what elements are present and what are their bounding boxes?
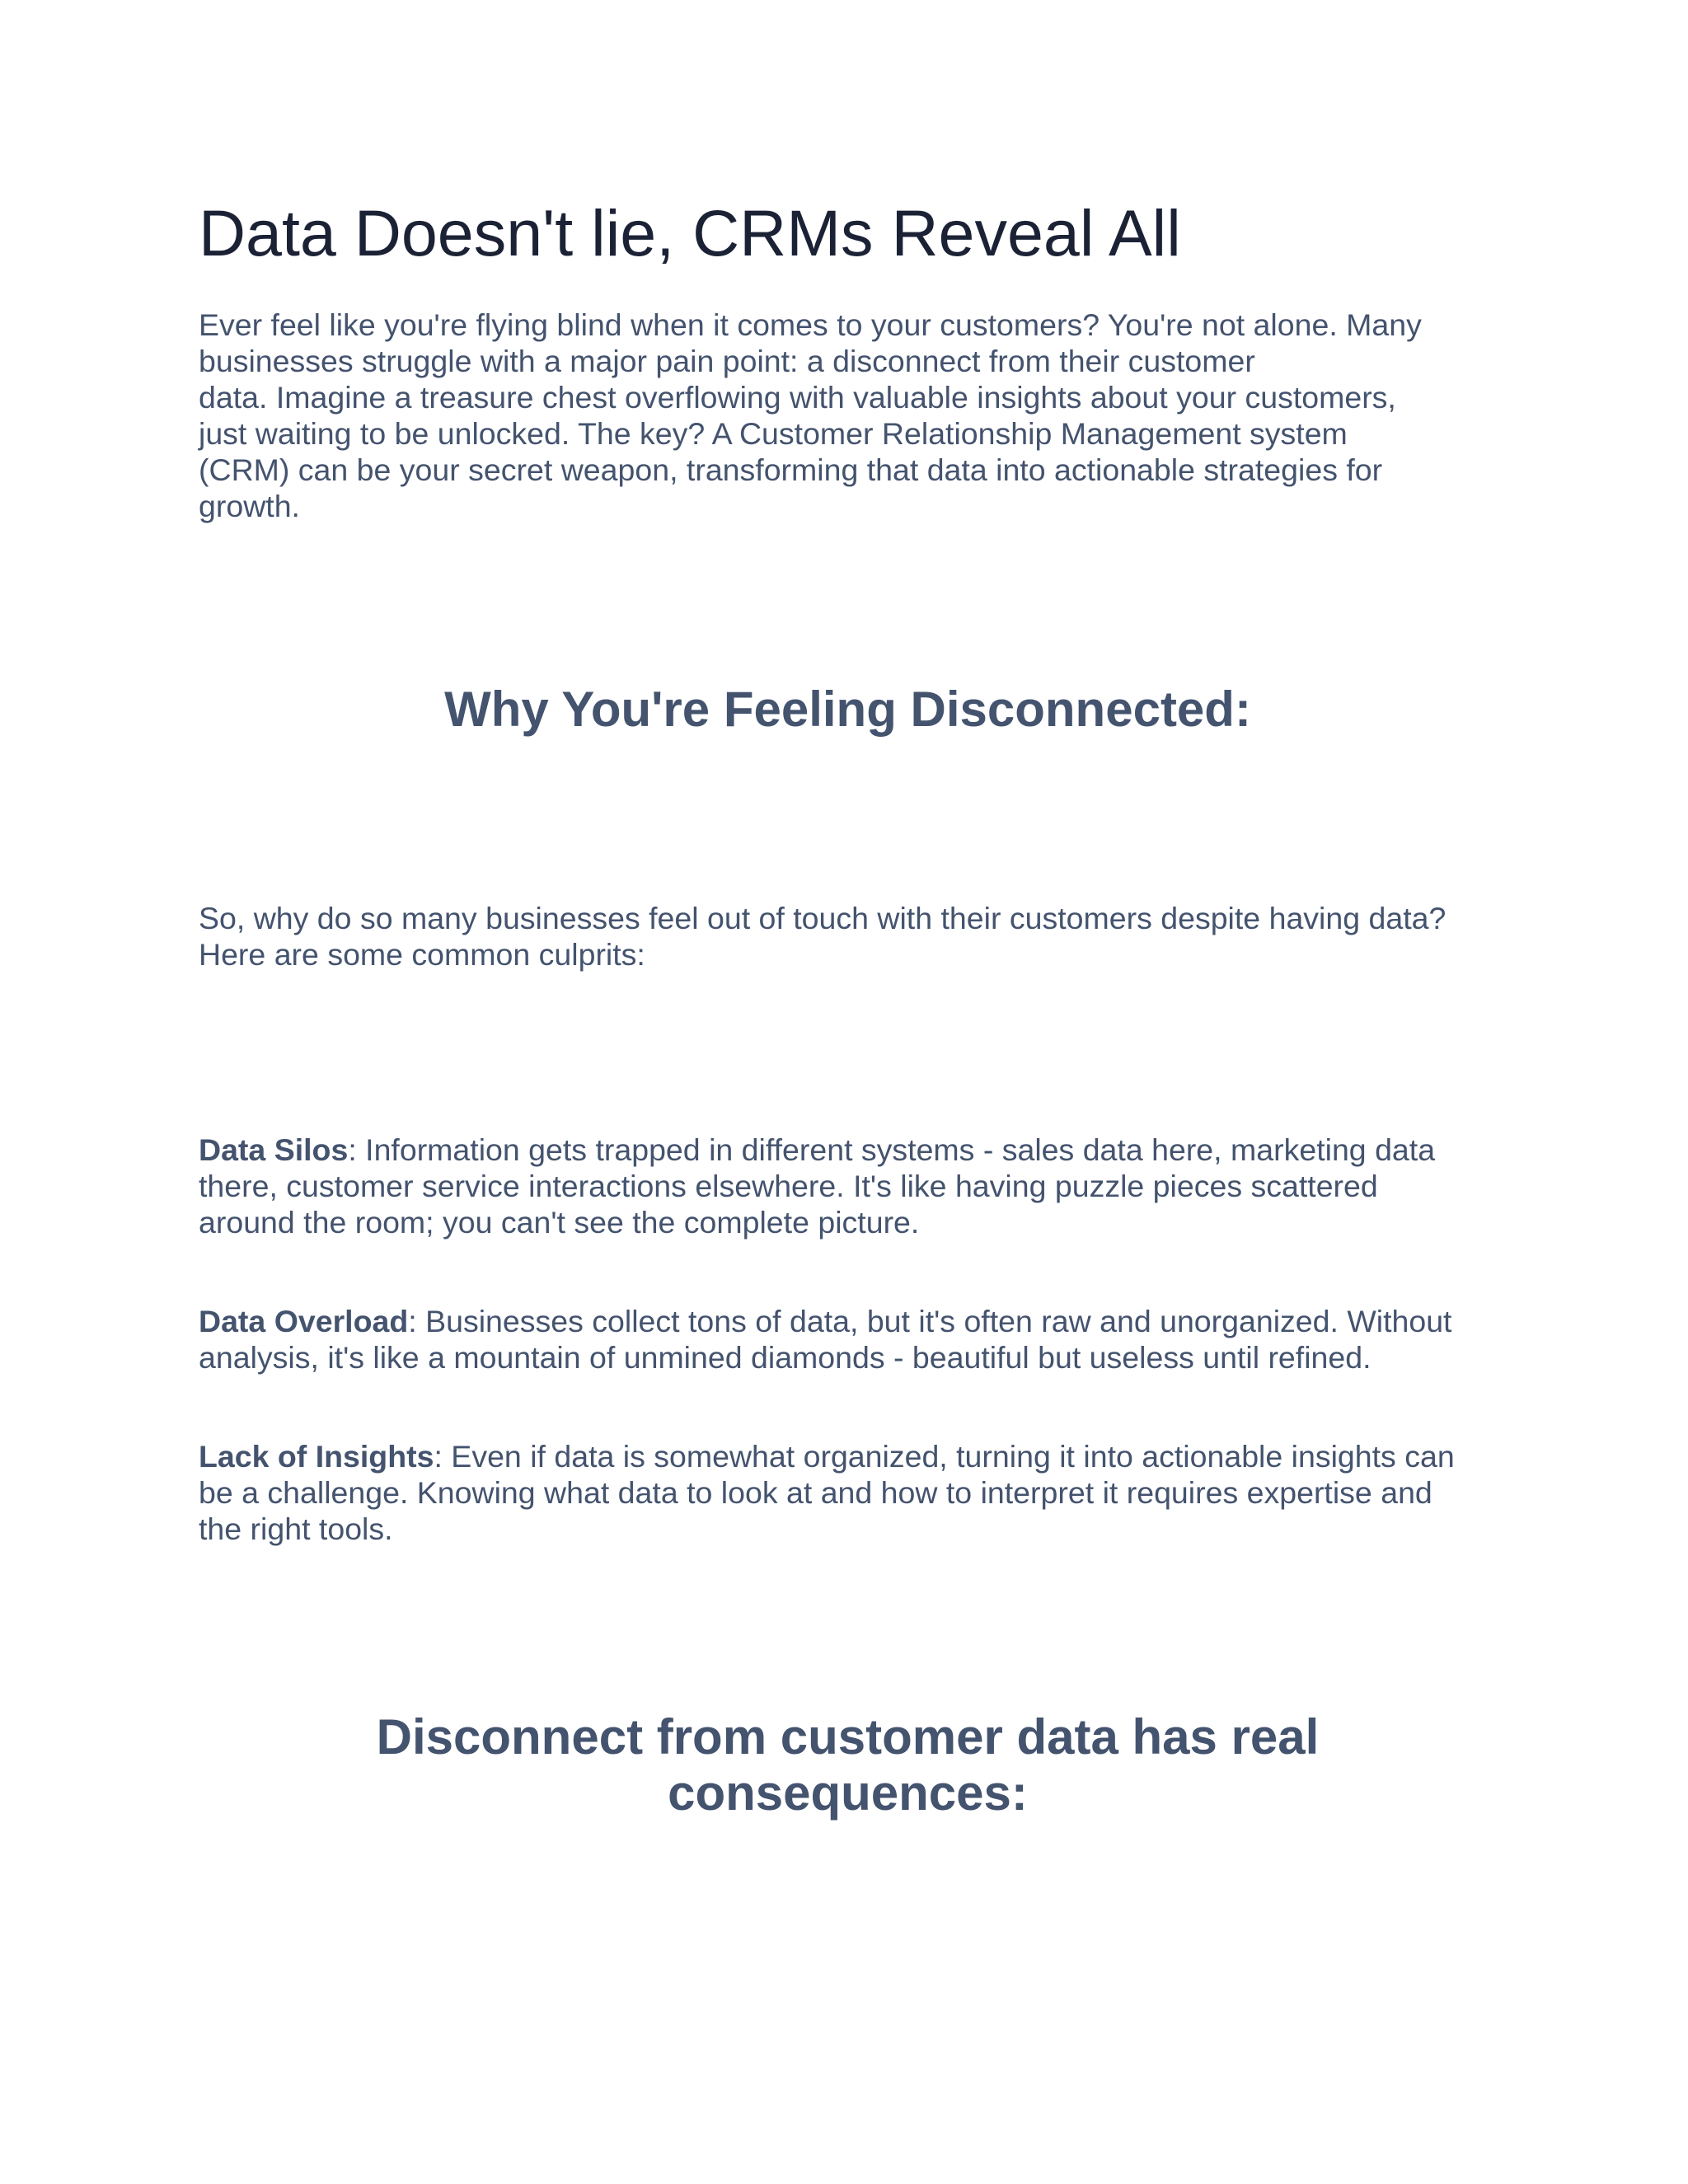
data-silos-text: : Information gets trapped in different systems - sales data here, marketing data xyxy=(348,1132,1436,1167)
intro-line: growth. xyxy=(199,489,300,523)
lack-of-insights-text: : Even if data is somewhat organized, turning it into actionable insights can xyxy=(434,1439,1455,1474)
data-overload-paragraph xyxy=(199,1303,1497,1376)
lack-of-insights-line: be a challenge. Knowing what data to look at and how to interpret it requires expertise and xyxy=(199,1475,1432,1510)
intro-line: just waiting to be unlocked. The key? A Customer Relationship Management system xyxy=(199,416,1348,451)
intro-line: businesses struggle with a major pain point: a disconnect from their customer xyxy=(199,344,1255,378)
intro-paragraph xyxy=(199,307,1497,524)
data-silos-paragraph xyxy=(199,1132,1497,1240)
data-overload-text: : Businesses collect tons of data, but it's often raw and unorganized. Without xyxy=(408,1304,1452,1338)
intro-line: data. Imagine a treasure chest overflowing with valuable insights about your customers, xyxy=(199,380,1396,415)
lack-of-insights-paragraph xyxy=(199,1438,1497,1547)
data-silos-line: around the room; you can't see the complete picture. xyxy=(199,1205,920,1240)
data-silos-line: there, customer service interactions elsewhere. It's like having puzzle pieces scattered xyxy=(199,1169,1378,1203)
data-silos-first-line xyxy=(199,1132,1497,1168)
lack-of-insights-term: Lack of Insights xyxy=(199,1439,434,1474)
data-overload-first-line xyxy=(199,1303,1497,1339)
culprits-paragraph xyxy=(199,900,1497,972)
section-heading-why-disconnected: Why You're Feeling Disconnected: xyxy=(444,682,1251,737)
intro-line: (CRM) can be your secret weapon, transforming that data into actionable strategies for xyxy=(199,452,1383,487)
intro-line: Ever feel like you're flying blind when it comes to your customers? You're not alone. Many xyxy=(199,307,1422,342)
section-heading-consequences xyxy=(199,1709,1497,1821)
consequences-heading-line: consequences: xyxy=(668,1765,1028,1821)
data-overload-line: analysis, it's like a mountain of unmined diamonds - beautiful but useless until refined. xyxy=(199,1340,1372,1375)
page-title: Data Doesn't lie, CRMs Reveal All xyxy=(199,196,1181,269)
data-silos-term: Data Silos xyxy=(199,1132,349,1167)
data-overload-term: Data Overload xyxy=(199,1304,409,1338)
consequences-heading-line: Disconnect from customer data has real xyxy=(376,1709,1320,1765)
culprits-line: So, why do so many businesses feel out of touch with their customers despite having data? xyxy=(199,901,1447,935)
culprits-line: Here are some common culprits: xyxy=(199,937,645,972)
lack-of-insights-line: the right tools. xyxy=(199,1511,393,1546)
lack-of-insights-first-line xyxy=(199,1438,1497,1474)
